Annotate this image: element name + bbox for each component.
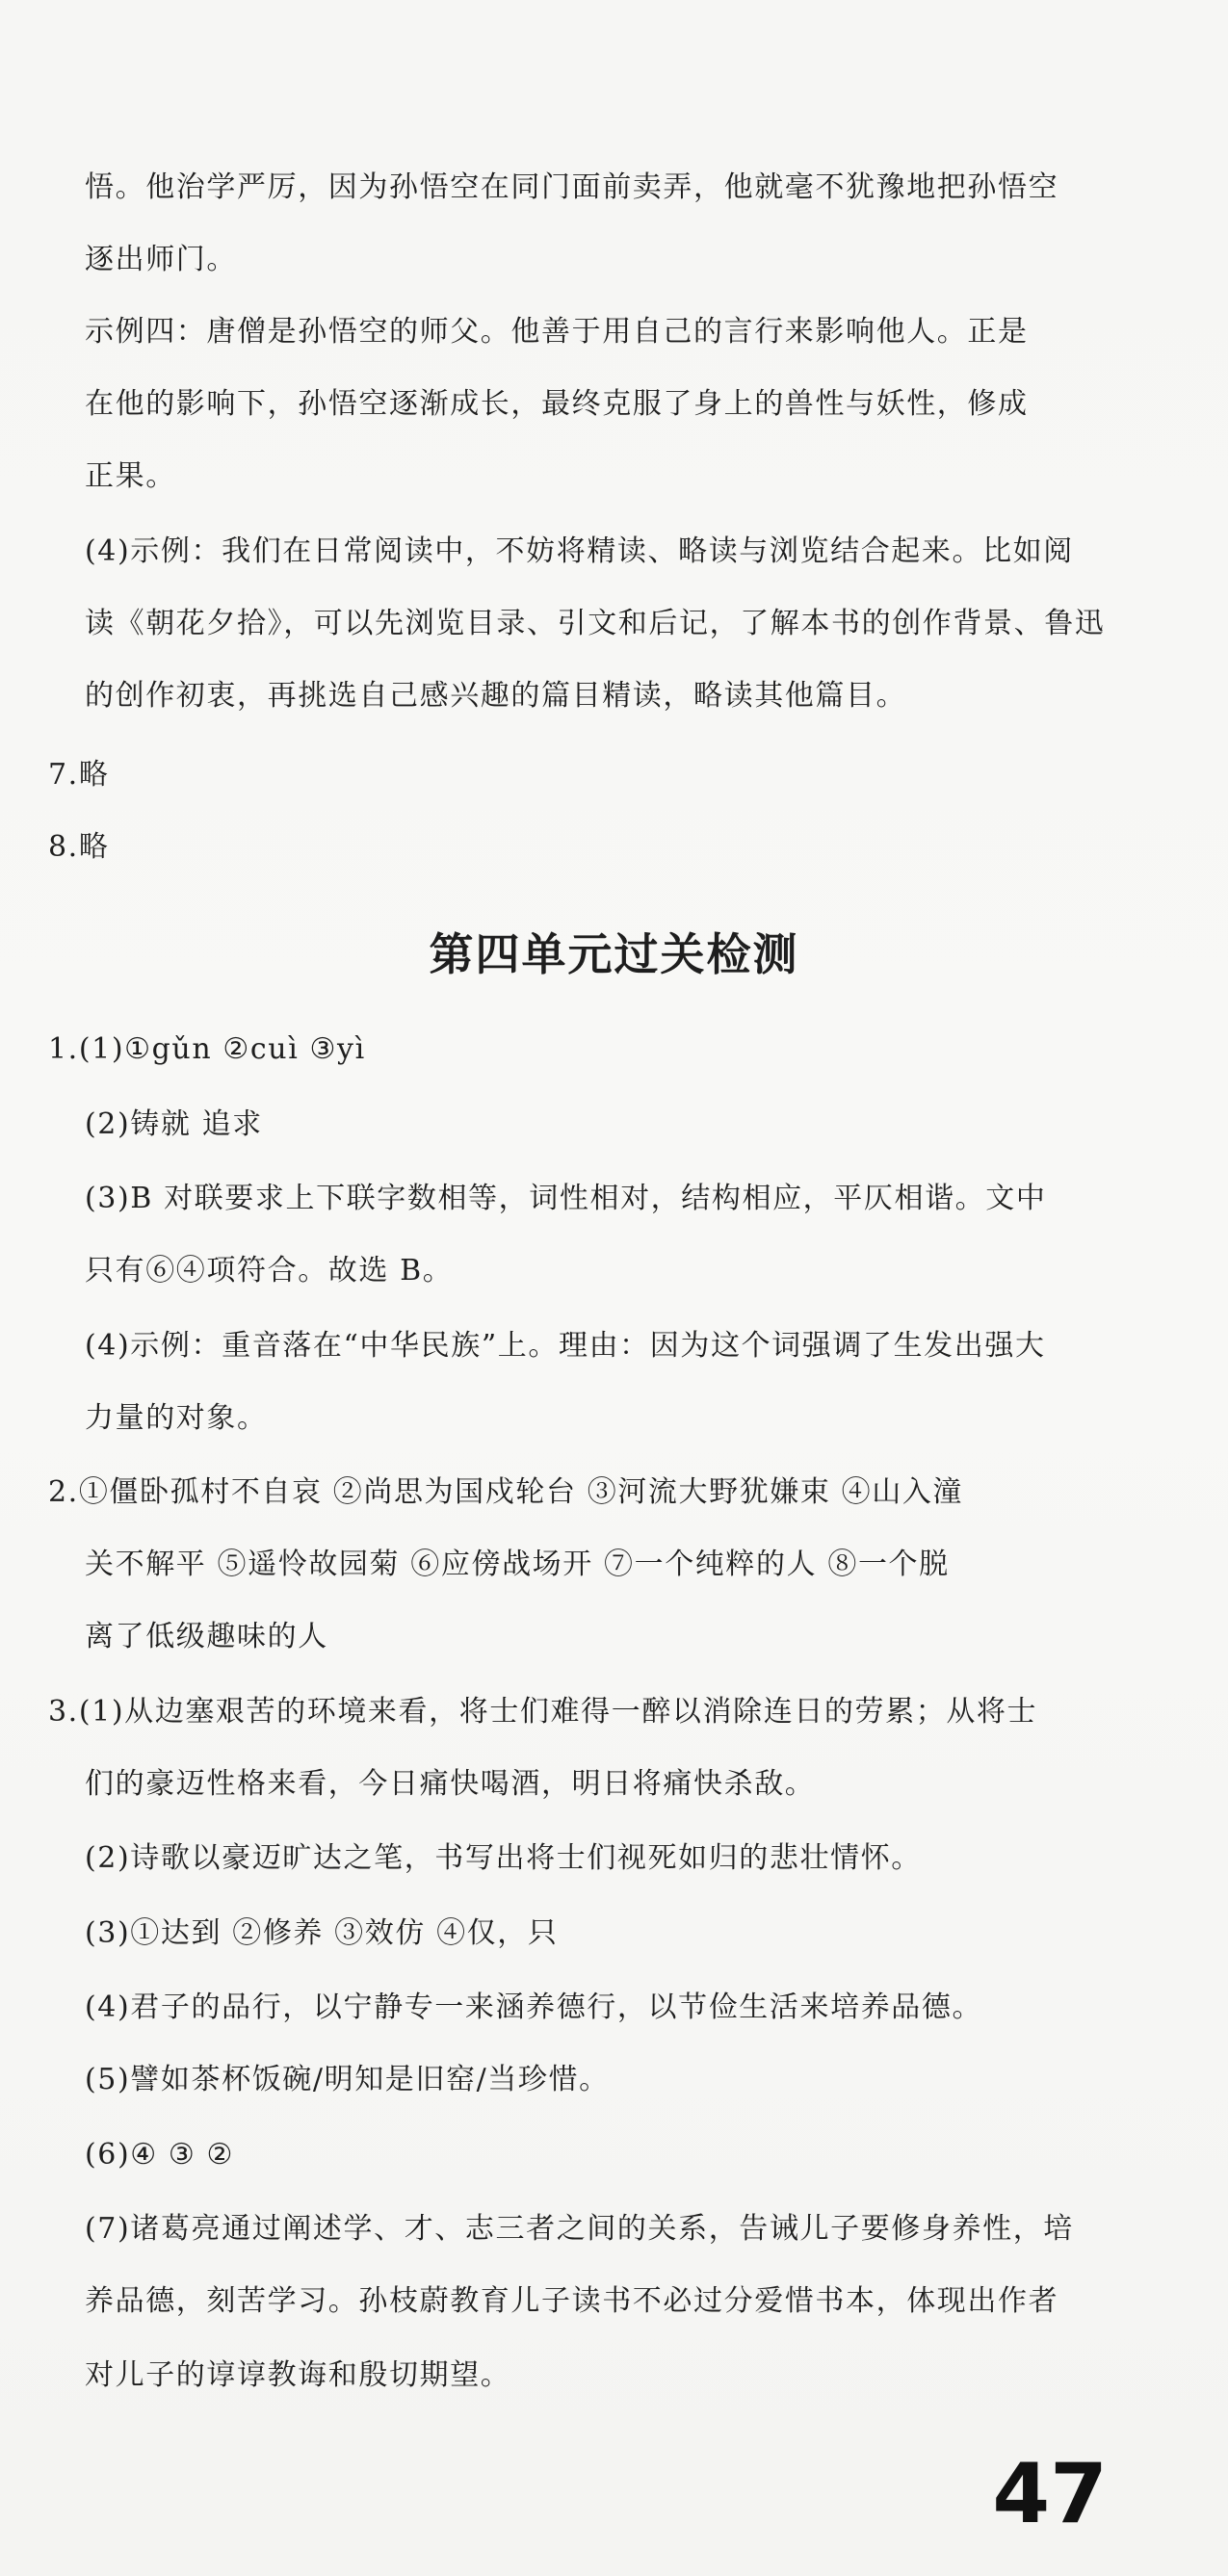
- text-line: (2)铸就 追求: [85, 1107, 263, 1141]
- text-line: 离了低级趣味的人: [85, 1620, 328, 1653]
- text-line: 悟。他治学严厉，因为孙悟空在同门面前卖弄，他就毫不犹豫地把孙悟空: [85, 170, 1059, 204]
- text-line: (4)示例：重音落在“中华民族”上。理由：因为这个词强调了生发出强大: [85, 1329, 1046, 1363]
- text-line: (4)示例：我们在日常阅读中，不妨将精读、略读与浏览结合起来。比如阅: [85, 534, 1074, 568]
- text-line: 在他的影响下，孙悟空逐渐成长，最终克服了身上的兽性与妖性，修成: [85, 387, 1029, 421]
- text-line: (4)君子的品行，以宁静专一来涵养德行，以节俭生活来培养品德。: [85, 1991, 983, 2024]
- question-1: 1.(1)①gǔn ②cuì ③yì: [48, 1032, 366, 1066]
- text-line: 们的豪迈性格来看，今日痛快喝酒，明日将痛快杀敌。: [85, 1767, 816, 1801]
- question-8: 8.略: [48, 830, 110, 864]
- text-line: 示例四：唐僧是孙悟空的师父。他善于用自己的言行来影响他人。正是: [85, 315, 1029, 349]
- text-line: 读《朝花夕拾》，可以先浏览目录、引文和后记，了解本书的创作背景、鲁迅: [85, 607, 1106, 640]
- text-line: 对儿子的谆谆教诲和殷切期望。: [85, 2358, 511, 2392]
- text-line: 关不解平 ⑤遥怜故园菊 ⑥应傍战场开 ⑦一个纯粹的人 ⑧一个脱: [85, 1548, 950, 1581]
- question-7: 7.略: [48, 758, 110, 792]
- text-line: (3)B 对联要求上下联字数相等，词性相对，结构相应，平仄相谐。文中: [85, 1182, 1047, 1215]
- text-line: 正果。: [85, 459, 176, 493]
- question-2: 2.①僵卧孤村不自哀 ②尚思为国戍轮台 ③河流大野犹嫌束 ④山入潼: [48, 1475, 964, 1509]
- text-line: (5)譬如茶杯饭碗/明知是旧窑/当珍惜。: [85, 2063, 610, 2096]
- section-title: 第四单元过关检测: [429, 928, 799, 980]
- question-3: 3.(1)从边塞艰苦的环境来看，将士们难得一醉以消除连日的劳累；从将士: [48, 1695, 1038, 1729]
- text-line: 力量的对象。: [85, 1401, 268, 1435]
- text-line: 只有⑥④项符合。故选 B。: [85, 1254, 454, 1288]
- text-line: 逐出师门。: [85, 243, 237, 276]
- text-line: 的创作初衷，再挑选自己感兴趣的篇目精读，略读其他篇目。: [85, 679, 907, 713]
- page-number: 47: [992, 2446, 1108, 2542]
- text-line: (3)①达到 ②修养 ③效仿 ④仅，只: [85, 1916, 559, 1950]
- text-line: 养品德，刻苦学习。孙枝蔚教育儿子读书不必过分爱惜书本，体现出作者: [85, 2284, 1059, 2318]
- text-line: (2)诗歌以豪迈旷达之笔，书写出将士们视死如归的悲壮情怀。: [85, 1841, 922, 1875]
- text-line: (6)④ ③ ②: [85, 2138, 235, 2172]
- text-line: (7)诸葛亮通过阐述学、才、志三者之间的关系，告诫儿子要修身养性，培: [85, 2212, 1074, 2246]
